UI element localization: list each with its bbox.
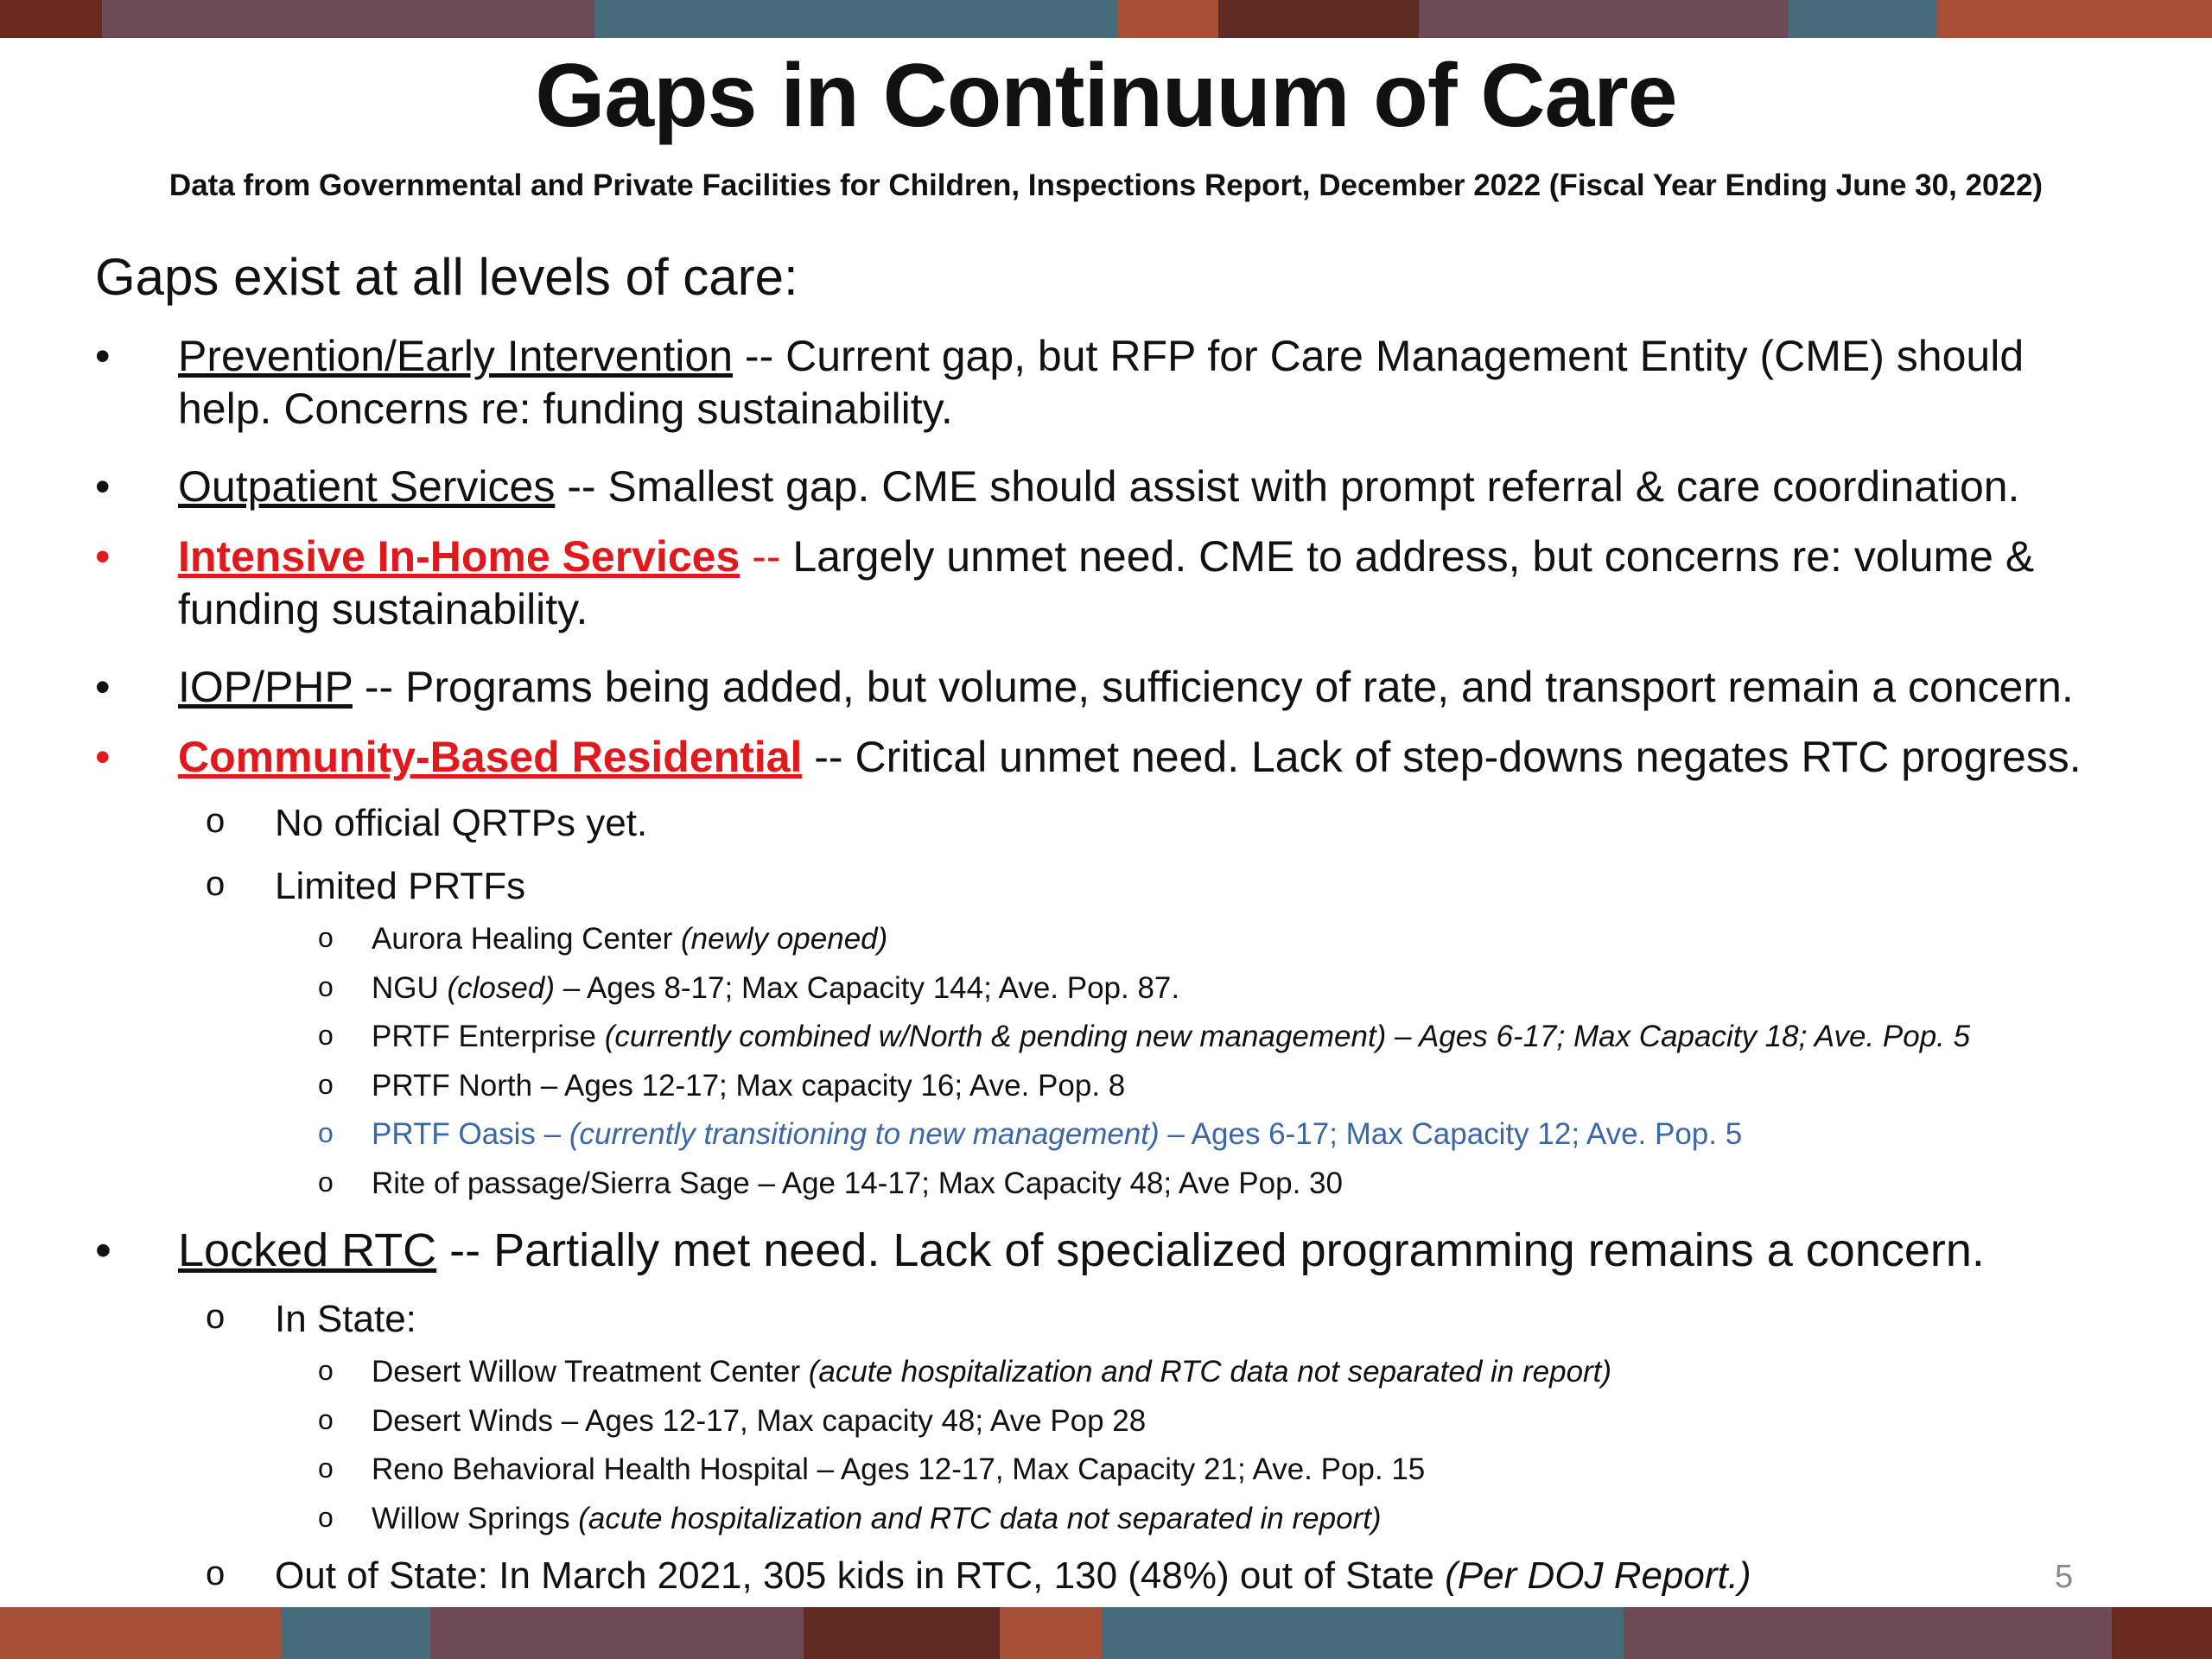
facility-note: (currently transitioning to new management) [569,1117,1160,1151]
in-state-label: In State: [275,1298,416,1340]
prevention-text-continued: help. Concerns re: funding sustainability. [178,385,953,433]
facility-detail: – Ages 8-17; Max Capacity 144; Ave. Pop. 87. [554,971,1180,1005]
facility-name: Aurora Healing Center [372,922,681,956]
bullet-community [95,731,2165,784]
facility-text: PRTF North – Ages 12-17; Max capacity 16; Ave. Pop. 8 [372,1069,1126,1103]
circle-bullet-icon: o [206,802,226,840]
bullet-iop [95,661,2165,714]
facility-name: PRTF Enterprise [372,1020,605,1053]
facility-text: Reno Behavioral Health Hospital – Ages 12-17, Max Capacity 21; Ave. Pop. 15 [372,1452,1426,1486]
facility-text: Desert Winds – Ages 12-17, Max capacity 48; Ave Pop 28 [372,1404,1147,1438]
slide-subtitle: Data from Governmental and Private Facilities for Children, Inspections Report, December 2022 (Fiscal Year Ending June 30, 2022) [168,168,2044,202]
facility-willow-springs [318,1501,2186,1538]
circle-bullet-icon: o [318,971,334,1002]
facility-reno [318,1452,2186,1489]
outpatient-text: -- Smallest gap. CME should assist with prompt referral & care coordination. [555,462,2020,511]
term-community: Community-Based Residential [178,733,803,781]
intensive-dash: -- [740,532,781,581]
prtf-text: Limited PRTFs [275,865,526,907]
facility-note: (acute hospitalization and RTC data not separated in report) [808,1355,1612,1389]
circle-bullet-icon: o [318,1452,334,1484]
sub-item-qrtp [206,800,2176,847]
top-color-band [0,0,2212,38]
prevention-text: -- Current gap, but RFP for Care Management Entity (CME) should [733,332,2024,380]
bullet-marker: • [95,462,111,511]
facility-note: (acute hospitalization and RTC data not separated in report) [578,1502,1382,1535]
facility-aurora [318,921,2186,958]
facility-name: Desert Willow Treatment Center [372,1355,809,1389]
community-text: -- Critical unmet need. Lack of step-downs negates RTC progress. [802,733,2082,781]
bullet-prevention [95,330,2165,435]
facility-north [318,1068,2186,1105]
facility-note: (closed) [447,971,555,1005]
bullet-locked-rtc [95,1223,2165,1280]
intensive-text-continued: funding sustainability. [178,585,588,633]
term-intensive: Intensive In-Home Services [178,532,741,581]
circle-bullet-icon: o [318,1020,334,1051]
facility-text: Rite of passage/Sierra Sage – Age 14-17; Max Capacity 48; Ave Pop. 30 [372,1166,1343,1200]
term-outpatient: Outpatient Services [178,462,556,511]
bullet-marker: • [95,532,111,581]
circle-bullet-icon: o [206,1298,226,1336]
intro-heading: Gaps exist at all levels of care: [95,248,798,306]
out-of-state-text: Out of State: In March 2021, 305 kids in RTC, 130 (48%) out of State [275,1554,1446,1597]
facility-name: Willow Springs [372,1502,579,1535]
term-iop: IOP/PHP [178,663,353,711]
circle-bullet-icon: o [318,922,334,953]
out-of-state-note: (Per DOJ Report.) [1445,1554,1751,1597]
bullet-outpatient [95,461,2165,513]
facility-rite [318,1166,2186,1203]
facility-name: NGU [372,971,448,1005]
sub-item-prtf [206,863,2176,910]
bullet-marker: • [95,733,111,781]
circle-bullet-icon: o [318,1117,334,1148]
circle-bullet-icon: o [206,865,226,903]
circle-bullet-icon: o [318,1355,334,1386]
term-prevention: Prevention/Early Intervention [178,332,734,380]
qrtp-text: No official QRTPs yet. [275,802,648,844]
intensive-text: Largely unmet need. CME to address, but concerns re: volume & [780,532,2035,581]
locked-rtc-text: -- Partially met need. Lack of specialized programming remains a concern. [436,1224,1985,1276]
facility-desert-winds [318,1403,2186,1440]
facility-note: (newly opened) [680,922,888,956]
facility-note: (currently combined w/North & pending new management) – Ages 6-17; Max Capacity 18; Ave. Pop. 5 [604,1020,1971,1053]
page-number: 5 [2055,1559,2074,1595]
bottom-color-band [0,1607,2212,1659]
circle-bullet-icon: o [206,1554,226,1592]
sub-item-in-state [206,1296,2176,1343]
bullet-marker: • [95,1224,111,1276]
facility-oasis [318,1116,2186,1154]
bullet-marker: • [95,332,111,380]
circle-bullet-icon: o [318,1502,334,1533]
facility-desert-willow [318,1354,2186,1391]
facility-enterprise [318,1019,2186,1056]
iop-text: -- Programs being added, but volume, sufficiency of rate, and transport remain a concern. [352,663,2074,711]
facility-detail: – Ages 6-17; Max Capacity 12; Ave. Pop. 5 [1159,1117,1743,1151]
facility-ngu [318,970,2186,1007]
sub-item-out-of-state [206,1553,2176,1599]
slide-title: Gaps in Continuum of Care [535,46,1677,146]
circle-bullet-icon: o [318,1069,334,1100]
facility-name: PRTF Oasis – [372,1117,569,1151]
bullet-intensive [95,531,2165,636]
term-locked-rtc: Locked RTC [178,1224,437,1276]
circle-bullet-icon: o [318,1404,334,1435]
bullet-marker: • [95,663,111,711]
circle-bullet-icon: o [318,1166,334,1198]
